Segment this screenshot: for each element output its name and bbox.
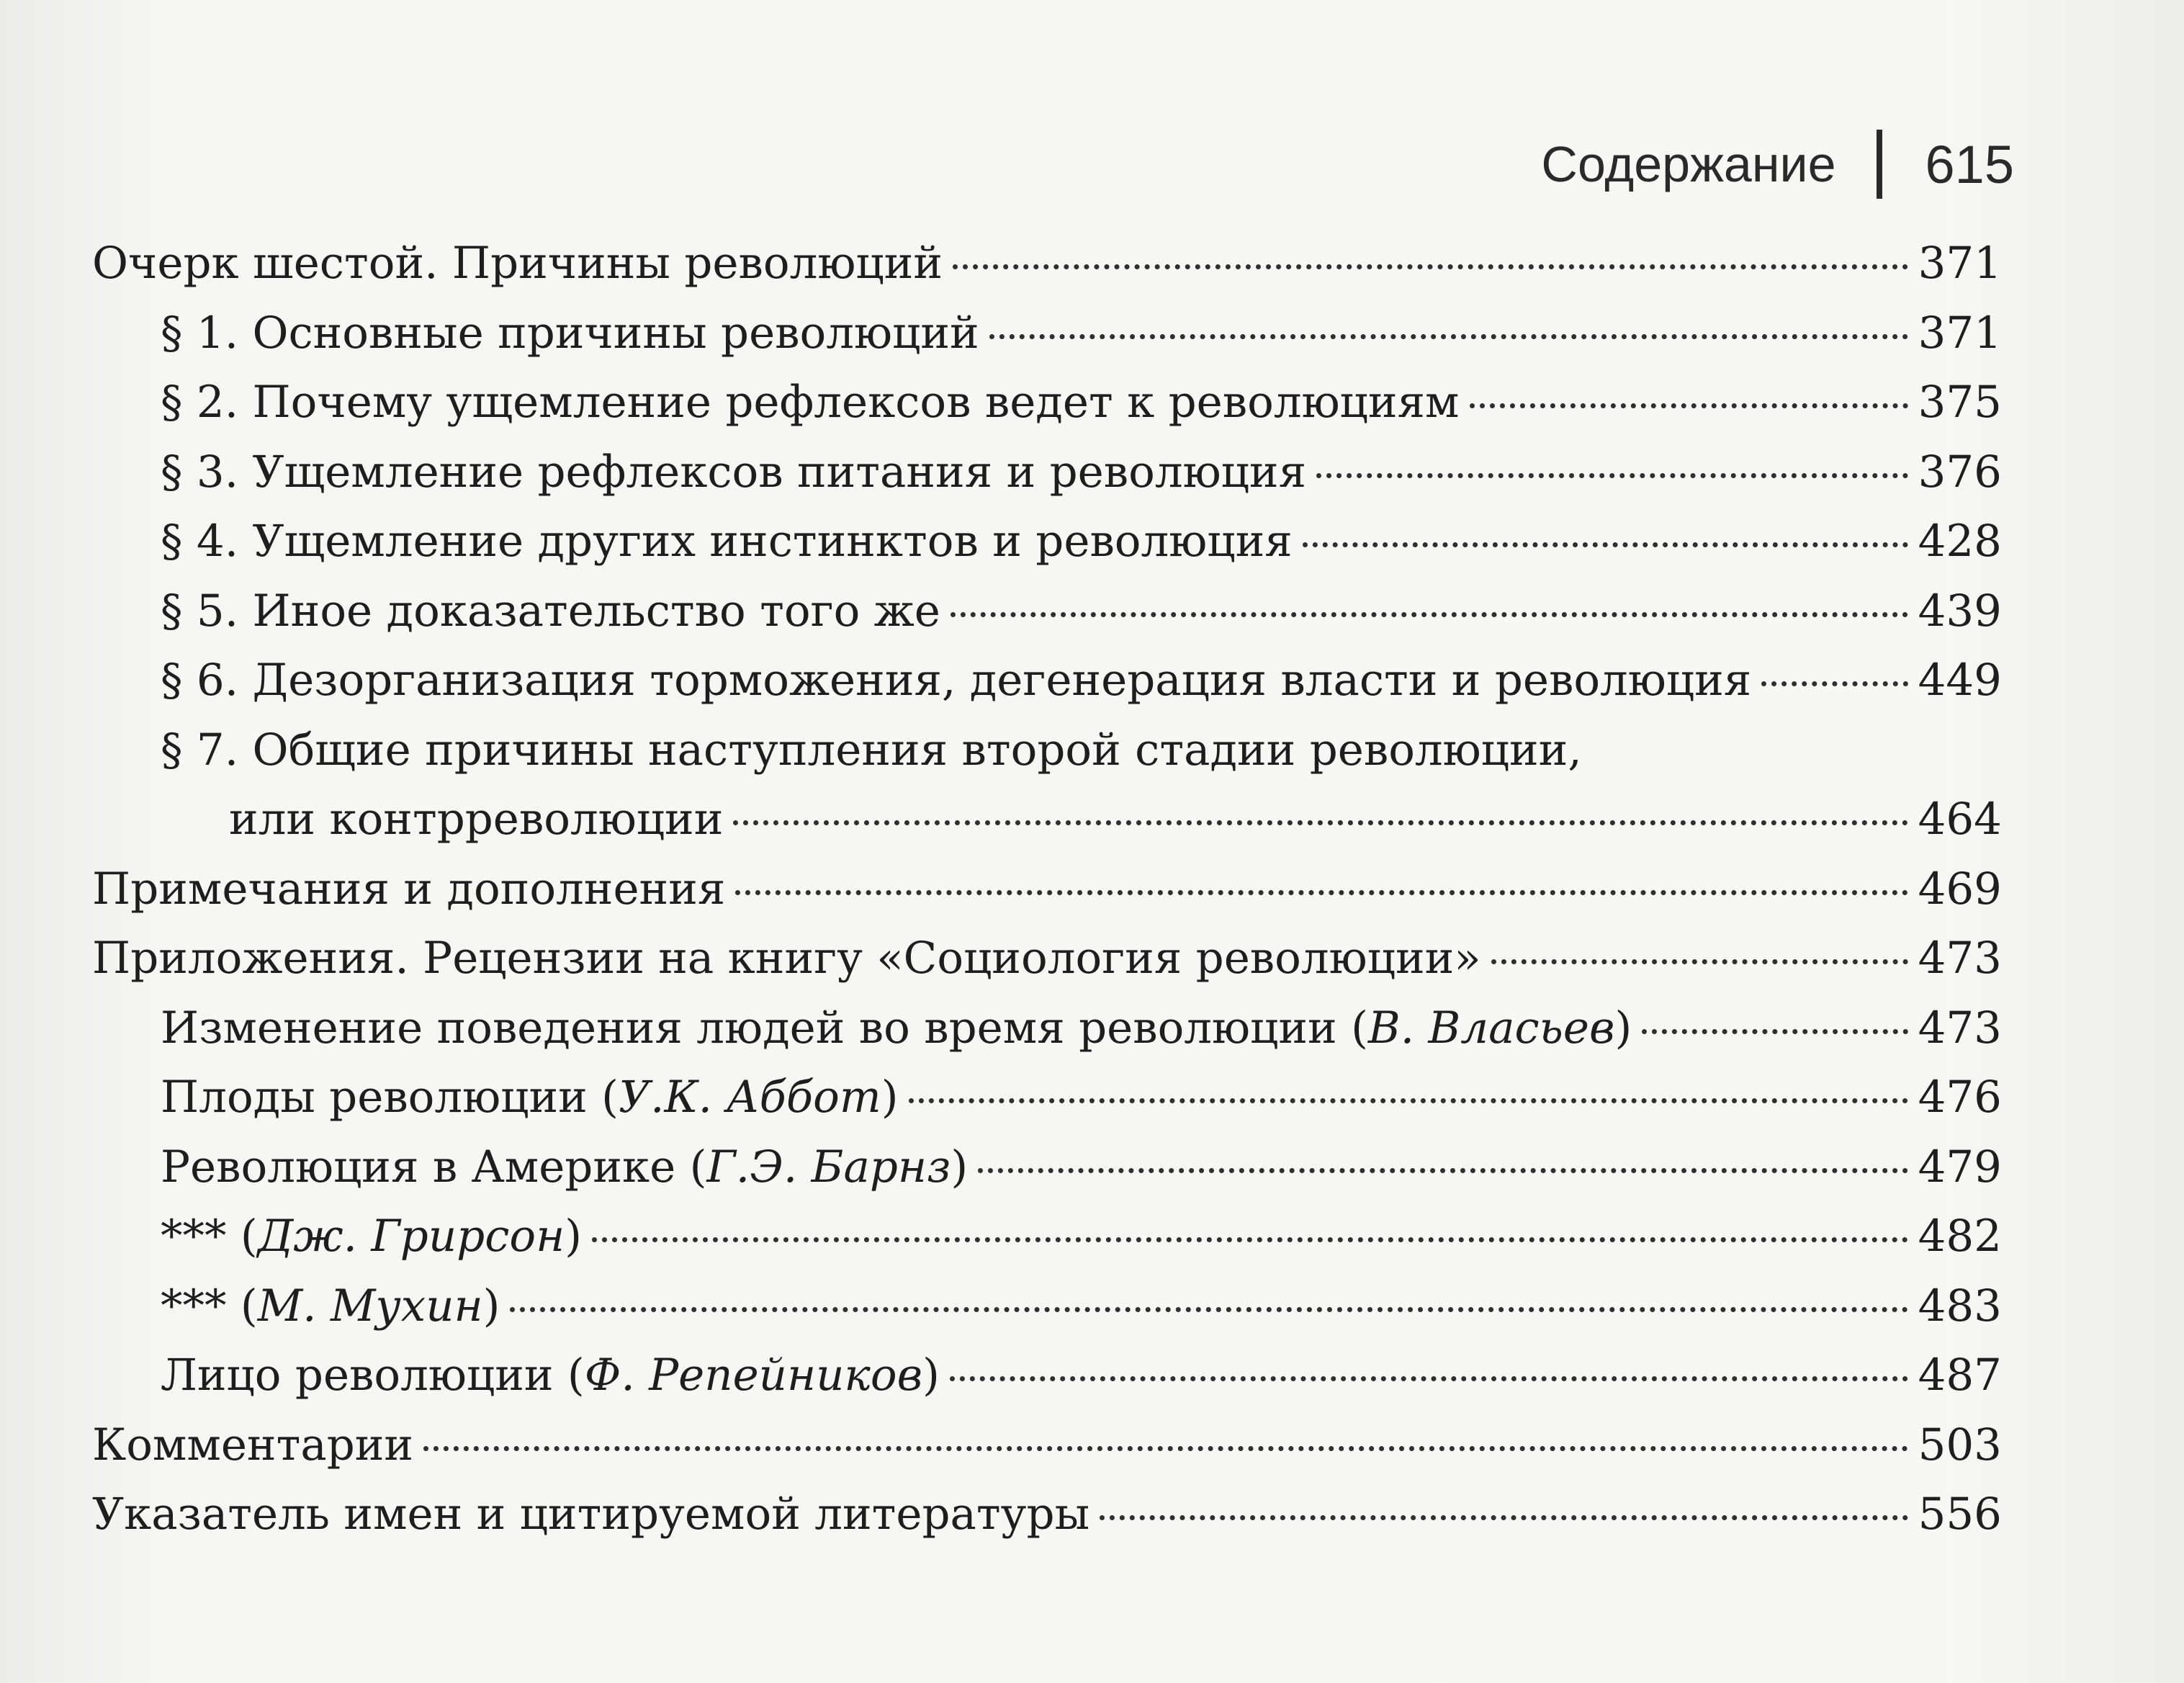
toc-entry (92, 377, 2002, 446)
toc-entry-page: 473 (1918, 933, 2002, 984)
dot-leader (951, 612, 1908, 617)
toc-entry-title (161, 1350, 947, 1401)
review-close-paren: ) (922, 1350, 940, 1401)
toc-entry-page: 487 (1918, 1350, 2002, 1401)
toc-entry (92, 724, 2002, 794)
toc-entry-page: 464 (1918, 794, 2002, 845)
dot-leader (733, 820, 1907, 825)
toc-entry-continuation (92, 794, 2002, 863)
toc-entry (92, 933, 2002, 1002)
review-close-paren: ) (565, 1211, 583, 1262)
toc-entry-page: 473 (1918, 1002, 2002, 1054)
toc-entry-page: 449 (1918, 655, 2002, 706)
review-title: Революция в Америке ( (161, 1141, 707, 1193)
table-of-contents (92, 238, 2002, 1558)
toc-entry (92, 1280, 2002, 1350)
toc-entry-title (161, 1211, 589, 1262)
toc-entry-title: или контрреволюции (229, 794, 724, 845)
review-title: *** ( (161, 1211, 258, 1262)
toc-entry-title (161, 1072, 906, 1123)
review-title: Изменение поведения людей во время революции ( (161, 1002, 1368, 1054)
toc-entry (92, 1002, 2002, 1072)
toc-entry-page: 483 (1918, 1280, 2002, 1332)
review-author: У.К. Аббот (618, 1072, 881, 1123)
toc-entry-page: 556 (1918, 1489, 2002, 1540)
toc-entry (92, 446, 2002, 516)
toc-entry-page: 428 (1918, 516, 2002, 567)
toc-entry-page: 469 (1918, 863, 2002, 915)
review-close-paren: ) (482, 1280, 500, 1332)
toc-entry-page: 503 (1918, 1419, 2002, 1471)
toc-entry (92, 516, 2002, 585)
review-author: В. Власьев (1367, 1002, 1615, 1054)
toc-entry-title (161, 1002, 1639, 1054)
dot-leader (1303, 542, 1908, 547)
dot-leader (1642, 1029, 1907, 1034)
section-title: Содержание (1541, 136, 1836, 192)
toc-entry (92, 308, 2002, 377)
toc-entry (92, 1489, 2002, 1558)
review-title: *** ( (161, 1280, 258, 1332)
dot-leader (953, 264, 1908, 269)
dot-leader (1316, 473, 1907, 478)
header-divider (1877, 130, 1882, 199)
toc-entry (92, 1141, 2002, 1211)
dot-leader (1470, 403, 1908, 408)
dot-leader (735, 890, 1907, 895)
review-close-paren: ) (881, 1072, 899, 1123)
toc-entry-title: Комментарии (92, 1419, 414, 1471)
review-author: Дж. Грирсон (257, 1211, 565, 1262)
toc-entry-title: § 4. Ущемление других инстинктов и революция (161, 516, 1293, 567)
dot-leader (423, 1446, 1908, 1451)
toc-entry-title: Очерк шестой. Причины революций (92, 238, 943, 289)
toc-entry-title: Примечания и дополнения (92, 863, 726, 915)
toc-entry-title: § 2. Почему ущемление рефлексов ведет к революциям (161, 377, 1460, 428)
toc-entry (92, 585, 2002, 655)
dot-leader (978, 1168, 1907, 1173)
toc-entry-page: 479 (1918, 1141, 2002, 1193)
toc-entry (92, 1211, 2002, 1280)
toc-entry-title: § 5. Иное доказательство того же (161, 585, 940, 637)
toc-entry-title: § 3. Ущемление рефлексов питания и революция (161, 446, 1307, 498)
toc-entry-page: 371 (1918, 307, 2002, 359)
dot-leader (1761, 681, 1907, 686)
dot-leader (510, 1307, 1907, 1312)
toc-entry-page: 375 (1918, 377, 2002, 428)
toc-entry-title (161, 1280, 507, 1332)
review-close-paren: ) (1614, 1002, 1632, 1054)
review-title: Лицо революции ( (161, 1350, 585, 1401)
toc-entry-title: § 6. Дезорганизация торможения, дегенерация власти и революция (161, 655, 1752, 706)
review-author: М. Мухин (257, 1280, 483, 1332)
dot-leader (950, 1376, 1908, 1381)
review-title: Плоды революции ( (161, 1072, 619, 1123)
review-author: Ф. Репейников (584, 1350, 923, 1401)
toc-entry-page: 376 (1918, 446, 2002, 498)
page-number: 615 (1925, 134, 2014, 194)
toc-entry-title: § 1. Основные причины революций (161, 307, 979, 359)
dot-leader (909, 1098, 1908, 1103)
toc-entry-title: § 7. Общие причины наступления второй стадии революции, (161, 724, 1582, 776)
review-close-paren: ) (951, 1141, 969, 1193)
toc-entry-page: 482 (1918, 1211, 2002, 1262)
toc-entry (92, 1072, 2002, 1141)
toc-entry (92, 655, 2002, 724)
toc-entry (92, 1419, 2002, 1489)
toc-entry-page: 439 (1918, 585, 2002, 637)
toc-entry (92, 1350, 2002, 1419)
toc-entry-title: Приложения. Рецензии на книгу «Социология революции» (92, 933, 1481, 984)
review-author: Г.Э. Барнз (706, 1141, 951, 1193)
toc-entry (92, 863, 2002, 933)
toc-entry (92, 238, 2002, 308)
toc-entry-page: 476 (1918, 1072, 2002, 1123)
dot-leader (592, 1237, 1907, 1242)
toc-entry-title (161, 1141, 975, 1193)
toc-entry-title: Указатель имен и цитируемой литературы (92, 1489, 1090, 1540)
dot-leader (1100, 1515, 1907, 1520)
toc-entry-page: 371 (1918, 238, 2002, 289)
dot-leader (1491, 959, 1908, 964)
dot-leader (989, 334, 1908, 339)
running-header (1541, 128, 2014, 200)
